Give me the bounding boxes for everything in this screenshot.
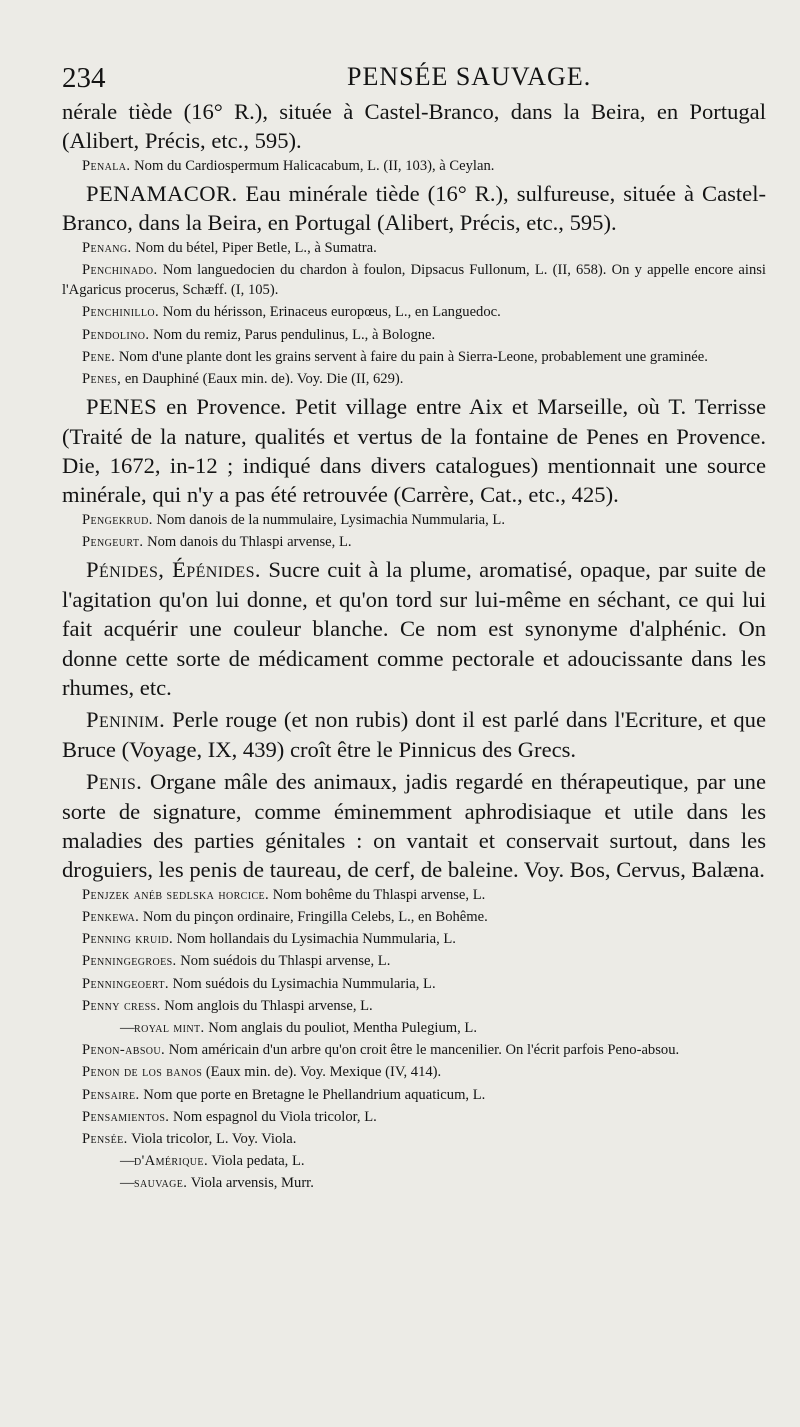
entry-text: Nom suédois du Lysimachia Nummularia, L. [172,975,436,992]
dictionary-entry [62,974,766,994]
dictionary-entry [62,951,766,971]
entry-headword: Pensée. [82,1130,128,1147]
entry-text: en Dauphiné (Eaux min. de). Voy. Die (II, 629). [124,371,404,388]
entry-text: Nom danois du Thlaspi arvense, L. [147,534,352,551]
entry-headword: Penningeoert. [82,975,169,992]
entry-headword: Penny cress. [82,997,161,1014]
dictionary-entry [62,179,766,238]
dictionary-entry [62,369,766,389]
dictionary-entry [62,1107,766,1127]
entry-text: nérale tiède (16° R.), située à Castel-Branco, dans la Beira, en Portugal (Alibert, Précis, etc., 595). [62,99,766,154]
entry-text: Nom languedocien du chardon à foulon, Dipsacus Fullonum, L. (II, 658). On y appelle encore ainsi l'Agaricus procerus, Schæff. (I, 105). [62,262,766,299]
dictionary-entry [62,156,766,176]
entry-headword: Penis. [86,769,143,795]
entry-text: Nom du Cardiospermum Halicacabum, L. (II, 103), à Ceylan. [134,157,495,174]
entry-headword: PENES [86,394,158,420]
dictionary-entry [62,302,766,322]
running-header [62,62,762,98]
entry-text: Nom hollandais du Lysimachia Nummularia, L. [176,931,456,948]
entry-text: Nom du hérisson, Erinaceus europœus, L., en Languedoc. [162,304,501,321]
entry-headword: Penon-absou. [82,1042,166,1059]
entry-text: Nom du remiz, Parus pendulinus, L., à Bologne. [153,326,436,343]
dictionary-entry [62,1018,766,1038]
entry-headword: Penkewa. [82,908,140,925]
dictionary-entries [62,97,766,1196]
entry-headword: Penala. [82,157,131,174]
entry-text: Perle rouge (et non rubis) dont il est parlé dans l'Ecriture, et que Bruce (Voyage, IX, 439) croît être le Pinnicus des Grecs. [62,707,766,762]
entry-text: Nom américain d'un arbre qu'on croit être le mancenilier. On l'écrit parfois Peno-absou. [168,1042,680,1059]
entry-headword: Pene. [82,348,116,365]
entry-text: Nom espagnol du Viola tricolor, L. [173,1108,377,1125]
entry-headword: Penes, [82,371,122,388]
entry-headword: Pengekrud. [82,511,153,528]
entry-text: en Provence. Petit village entre Aix et Marseille, où T. Terrisse (Traité de la nature, qualités et vertus de la fontaine de Penes en Provence. Die, 1672, in-12 ; indiqué dans divers catalogues) mentionnait une source minérale, qui n'y a pas été retrouvée (Carrère, Cat., etc., 425). [62,394,766,508]
dictionary-entry [62,392,766,510]
dictionary-entry [62,1151,766,1171]
entry-headword: Pensamientos. [82,1108,170,1125]
dictionary-entry [62,510,766,530]
entry-text: Nom suédois du Thlaspi arvense, L. [180,953,391,970]
entry-text: Nom d'une plante dont les grains servent à faire du pain à Sierra-Leone, probablement une graminée. [118,348,708,365]
entry-headword: Pendolino. [82,326,150,343]
dictionary-entry [62,97,766,156]
dictionary-entry [62,1040,766,1060]
dictionary-entry [62,555,766,702]
dictionary-entry [62,1173,766,1193]
entry-text: Nom danois de la nummulaire, Lysimachia Nummularia, L. [156,511,505,528]
entry-text: Sucre cuit à la plume, aromatisé, opaque, par suite de l'agitation qu'on lui donne, et qu'on tord sur lui-même en séchant, ce qui lui fait acquérir une couleur blanche. Ce nom est synonyme d'alphénic. On donne cette sorte de médicament comme pectorale et adoucissante dans les rhumes, etc. [62,557,766,700]
page-number: 234 [62,62,106,94]
entry-text: Nom que porte en Bretagne le Phellandrium aquaticum, L. [143,1086,486,1103]
entry-headword: Penjzek anéb sedlska horcice. [82,886,270,903]
dictionary-entry [62,347,766,367]
entry-headword: Penchinado. [82,262,158,279]
entry-headword: Pensaire. [82,1086,140,1103]
dictionary-entry [62,929,766,949]
entry-text: Organe mâle des animaux, jadis regardé en thérapeutique, par une sorte de signature, comme éminemment aphrodisiaque et utile dans les maladies des parties génitales : on vantait et conservait surtout, dans les droguiers, les penis de taureau, de cerf, de baleine. Voy. Bos, Cervus, Balæna. [62,769,767,883]
entry-headword: Penningegroes. [82,953,177,970]
entry-text: Nom bohême du Thlaspi arvense, L. [272,886,486,903]
dictionary-entry [62,767,766,885]
dictionary-entry [62,238,766,258]
dictionary-entry [62,1062,766,1082]
dictionary-entry [62,705,766,764]
entry-headword: Penning kruid. [82,931,174,948]
dictionary-entry [62,260,766,300]
entry-text: Nom du pinçon ordinaire, Fringilla Celebs, L., en Bohême. [142,908,488,925]
dictionary-entry [62,1085,766,1105]
entry-headword: PENAMACOR. [86,181,238,207]
dictionary-entry [62,907,766,927]
dictionary-entry [62,325,766,345]
ditto-dash: — [120,1175,135,1192]
running-title: PENSÉE SAUVAGE. [347,62,592,91]
entry-headword: Penang. [82,239,132,256]
entry-text: Viola tricolor, L. Voy. Viola. [131,1130,297,1147]
entry-headword: Pengeurt. [82,534,144,551]
dictionary-entry [62,996,766,1016]
entry-headword: d'Amérique. [134,1153,208,1170]
entry-text: Viola pedata, L. [211,1153,305,1170]
entry-headword: Penon de los banos [82,1064,203,1081]
dictionary-entry [62,885,766,905]
entry-headword: Penchinillo. [82,304,160,321]
entry-headword: royal mint. [134,1019,205,1036]
entry-headword: sauvage. [134,1175,188,1192]
dictionary-entry [62,532,766,552]
entry-headword: Peninim. [86,707,166,733]
entry-headword: Pénides, Épénides. [86,557,261,583]
entry-text: Nom du bétel, Piper Betle, L., à Sumatra. [135,239,377,256]
ditto-dash: — [120,1019,135,1036]
entry-text: Nom anglais du pouliot, Mentha Pulegium, L. [208,1019,477,1036]
entry-text: Viola arvensis, Murr. [190,1175,314,1192]
ditto-dash: — [120,1153,135,1170]
dictionary-entry [62,1129,766,1149]
entry-text: (Eaux min. de). Voy. Mexique (IV, 414). [205,1064,442,1081]
entry-text: Eau minérale tiède (16° R.), sulfureuse, située à Castel-Branco, dans la Beira, en Portugal (Alibert, Précis, etc., 595). [62,181,766,236]
entry-text: Nom anglois du Thlaspi arvense, L. [164,997,373,1014]
